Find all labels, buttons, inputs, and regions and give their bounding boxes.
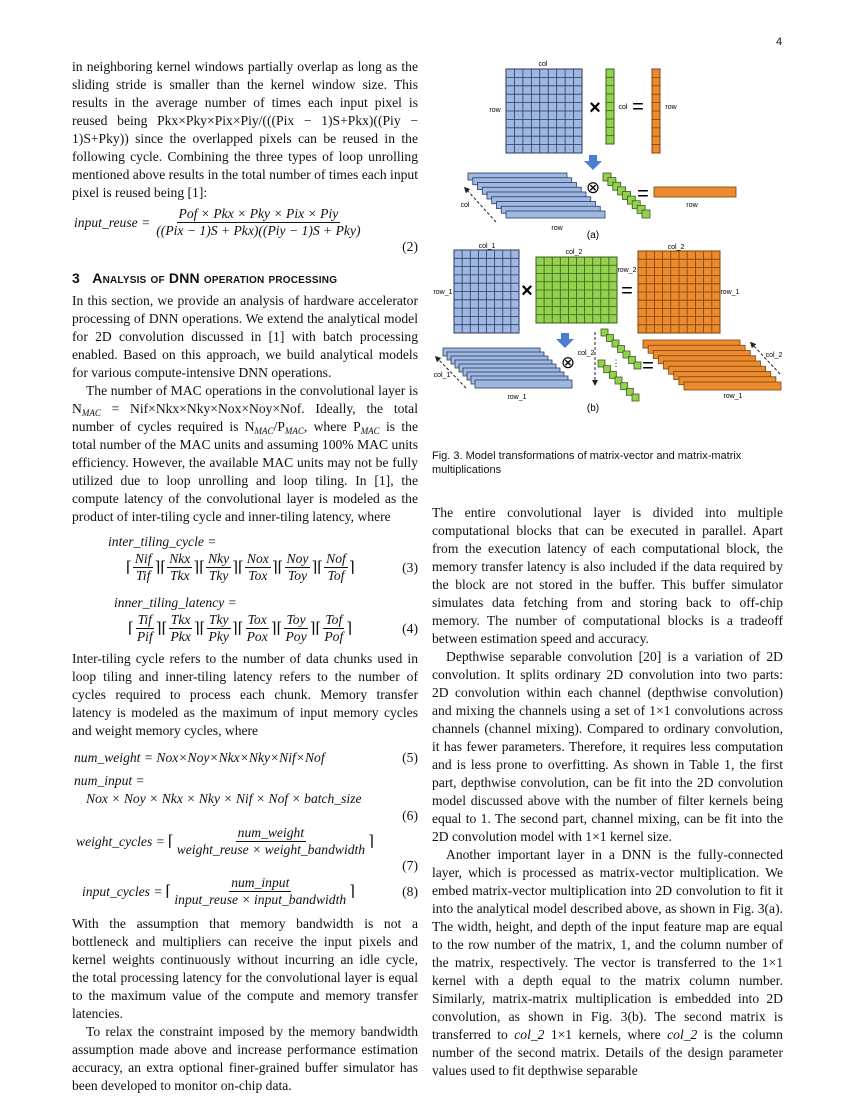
denominator: Tof	[327, 568, 345, 583]
subfigure-b-label: (b)	[586, 403, 600, 414]
eq2-denominator: ((Pix − 1)S + Pkx)((Piy − 1)S + Pky)	[156, 223, 361, 238]
numerator: num_weight	[237, 825, 305, 840]
paragraph-fully-connected	[432, 846, 783, 1080]
otimes-sign: ⊗	[585, 178, 601, 197]
fraction	[245, 612, 270, 645]
equals-sign: =	[642, 355, 654, 377]
text: , where P	[303, 419, 361, 434]
eq8-lhs: input_cycles =	[82, 883, 163, 899]
text: The number of MAC operations in the convolutional layer is N	[72, 383, 418, 416]
down-arrow-icon	[556, 333, 574, 348]
label-col-2: col_2	[667, 244, 685, 251]
label-col-2: col_2	[565, 249, 583, 256]
stacked-output-slice	[684, 382, 781, 390]
eq5-text: num_weight = Nox×Noy×Nkx×Nky×Nif×Nof	[74, 750, 325, 765]
text: Another important layer in a DNN is the fully-connected layer, which is processed as matrix-vector multiplication. We embed matrix-vector multiplication into 2D convolution to fit it into the analytical model described above, as shown in Fig. 3(a). The width, height, and depth of the input feature map are equal to the row number of the matrix, 1, and the column number of the matrix, respectively. The vector is transferred to the 1×1 kernel with a depth equal to the matrix column number. Similarly, matrix-matrix multiplication is embedded into 2D convolution, as shown in Fig. 3(b). The second matrix is transferred to	[432, 847, 783, 1042]
fraction	[245, 551, 271, 584]
label-row: row	[665, 104, 677, 111]
paragraph-inter-tiling: Inter-tiling cycle refers to the number of data chunks used in loop tiling and inner-tiling latency refers to the number of cycles required to process each chunk. Memory transfer latency is modeled as the maximum of input memory cycles and weight memory cycles, where	[72, 651, 418, 738]
label-row: row	[686, 202, 698, 209]
numerator: Toy	[286, 612, 306, 627]
stacked-input-slice	[506, 211, 605, 218]
eq6-rhs: Nox × Noy × Nkx × Nky × Nif × Nof × batch_size	[86, 791, 362, 806]
eq8-number: (8)	[402, 883, 418, 899]
denominator: Pkx	[170, 629, 191, 644]
label-col-2: col_2	[577, 350, 595, 357]
label-col-1: col_1	[478, 243, 496, 250]
text: is the total number of the MAC units and assuming 100% MAC units efficiency. However, the available MAC units may not be fully utilized due to loop unrolling and loop tiling. In [1], the compute latency of the convolutional layer is modeled as the product of inter-tiling cycle and inner-tiling latency, where	[72, 419, 418, 524]
eq2-lhs: input_reuse =	[74, 214, 151, 230]
denominator: Pky	[208, 629, 229, 644]
numerator: num_input	[231, 875, 290, 890]
eq3-rhs: ⌈ $\frac{\text{Nif}}{\text{Tif}}$ ⌉⌈ $\frac{\text{Nkx}}{\text{Tkx}}$ ⌉⌈ $\frac{\text{Nky}}{\text{Tky}}$ ⌉⌈ $\frac{\text{Nox}}{\text{Tox}}$ ⌉⌈ $\frac{\text{Noy}}{\text{Toy}}$ ⌉⌈ $\frac{\text{Nof}}{\text{Tof}}$ ⌉ (3)	[126, 551, 418, 583]
figure-3	[0, 0, 850, 440]
eq3-number: (3)	[402, 559, 418, 575]
eq8-fraction	[172, 875, 348, 908]
eq6-number: (6)	[402, 808, 418, 823]
denominator: input_reuse × input_bandwidth	[174, 892, 347, 907]
text: is the column number of the second matrix. Details of the design parameter values used to fit depthwise separable	[432, 1027, 783, 1078]
output-bar	[654, 187, 736, 197]
down-arrow-icon	[584, 155, 602, 170]
vertical-ellipsis: ⋮	[611, 358, 621, 368]
denominator: Tox	[248, 568, 268, 583]
eq7-fraction	[175, 825, 367, 858]
numerator: Nkx	[169, 551, 191, 566]
math-variable: col_2	[667, 1027, 698, 1042]
eq6-lhs: num_input =	[74, 773, 145, 788]
vector-green	[606, 69, 614, 144]
denominator: Pox	[246, 629, 268, 644]
eq7-lhs: weight_cycles =	[76, 833, 165, 849]
numerator: Nox	[246, 551, 269, 566]
paragraph-computational-blocks: The entire convolutional layer is divided into multiple computational blocks that can be executed in parallel. Apart from the execution latency of each computational block, the memory transfer latency is also included if the data required by the block are not stored in the buffer. This buffer simulator simulates data fetching from and storing back to off-chip memory. The number of computational blocks is a tradeoff between estimation speed and accuracy.	[432, 505, 783, 646]
denominator: Poy	[285, 629, 307, 644]
numerator: Nky	[208, 551, 230, 566]
eq2-number: (2)	[402, 239, 418, 254]
paragraph-section-intro: In this section, we provide an analysis of hardware accelerator processing of DNN operations. We extend the analytical model for 2D convolution discussed in [1] with batch processing enabled. Based on this approach, we build analytical models for various compute-intensive DNN operations.	[72, 293, 418, 380]
label-col-1: col_1	[433, 372, 451, 379]
numerator: Tof	[325, 612, 343, 627]
paragraph-loop-reuse: in neighboring kernel windows partially overlap as long as the sliding stride is smaller than the kernel window size. This results in the average number of times each input pixel is reused being Pkx×Pky×Pix×Piy/(((Pix − 1)S+Pkx)((Piy − 1)S+Pky)) since the overlapped pixels can be reused in the following cycle. Combining the three types of loop unrolling mentioned above results in the total number of times each input pixel is reused being [1]:	[72, 59, 418, 200]
subscript: MAC	[254, 426, 274, 436]
equation-8: input_cycles = ⌈ $\frac{\text{num\_input}}{\text{input\_reuse × input\_bandwidth}}$ ⌉ (8)	[82, 875, 418, 907]
equation-5	[72, 749, 418, 767]
denominator: Pof	[324, 629, 344, 644]
fraction	[324, 551, 348, 584]
label-row-1: row_1	[720, 289, 740, 296]
times-sign: ×	[589, 97, 601, 119]
subfigure-a-label: (a)	[586, 230, 600, 241]
label-col: col	[618, 104, 628, 111]
otimes-sign: ⊗	[560, 353, 576, 372]
eq4-lhs: inner_tiling_latency =	[114, 595, 237, 610]
denominator: Tky	[208, 568, 229, 583]
numerator: Tox	[247, 612, 267, 627]
kernel-cell	[642, 210, 650, 218]
kernel-cell	[634, 362, 641, 369]
label-col-2: col_2	[765, 352, 783, 359]
label-col: col	[538, 61, 548, 68]
fraction	[133, 551, 154, 584]
equation-4	[72, 594, 418, 645]
eq7-number: (7)	[402, 858, 418, 873]
eq4-rhs: ⌈ $\frac{\text{Tif}}{\text{Pif}}$ ⌉⌈ $\frac{\text{Tkx}}{\text{Pkx}}$ ⌉⌈ $\frac{\text{Tky}}{\text{Pky}}$ ⌉⌈ $\frac{\text{Tox}}{\text{Pox}}$ ⌉⌈ $\frac{\text{Toy}}{\text{Poy}}$ ⌉⌈ $\frac{\text{Tof}}{\text{Pof}}$ ⌉ (4)	[128, 612, 418, 644]
eq2-numerator: Pof × Pkx × Pky × Pix × Piy	[178, 206, 339, 221]
fraction	[167, 551, 192, 584]
subscript: MAC	[81, 408, 101, 418]
label-row-1: row_1	[433, 289, 453, 296]
eq5-number: (5)	[402, 750, 418, 765]
numerator: Nof	[326, 551, 346, 566]
fraction	[322, 612, 345, 645]
label-row-1: row_1	[507, 394, 527, 401]
denominator: weight_reuse × weight_bandwidth	[176, 842, 366, 857]
math-variable: col_2	[514, 1027, 545, 1042]
label-col: col	[460, 202, 470, 209]
fraction	[135, 612, 155, 645]
numerator: Nif	[134, 551, 152, 566]
equation-3	[72, 533, 418, 584]
stacked-input-slice	[475, 380, 572, 388]
numerator: Tky	[208, 612, 229, 627]
equation-6	[72, 772, 418, 823]
equals-sign: =	[632, 96, 644, 118]
numerator: Tkx	[170, 612, 191, 627]
text: = Nif×Nkx×Nky×Nox×Noy×Nof. Ideally, the total number of cycles required is N	[72, 401, 418, 434]
subscript: MAC	[284, 426, 304, 436]
subscript: MAC	[360, 426, 380, 436]
equals-sign: =	[621, 280, 633, 302]
fraction	[207, 612, 231, 645]
denominator: Toy	[287, 568, 308, 583]
equation-7: weight_cycles = ⌈ $\frac{\text{num\_weight}}{\text{weight\_reuse × weight\_bandwidth}}$ ⌉ (7)	[72, 825, 418, 873]
figure-caption: Fig. 3. Model transformations of matrix-vector and matrix-matrix multiplications	[432, 450, 742, 476]
equals-sign: =	[637, 183, 649, 205]
eq3-lhs: inter_tiling_cycle =	[108, 534, 217, 549]
label-row: row	[489, 107, 501, 114]
denominator: Tkx	[169, 568, 190, 583]
fraction	[206, 551, 231, 584]
section-number: 3	[72, 270, 80, 286]
denominator: Tif	[135, 568, 151, 583]
eq4-number: (4)	[402, 620, 418, 636]
text: /P	[273, 419, 285, 434]
kernel-cell	[632, 394, 639, 401]
numerator: Tif	[137, 612, 152, 627]
paragraph-bandwidth-assumption: With the assumption that memory bandwidth is not a bottleneck and multipliers can receive the input pixels and kernel weights continuously without incurring an idle cycle, the total processing latency for the convolutional layer is equal to the maximum value of the compute and memory transfer latencies.	[72, 916, 418, 1021]
fraction	[168, 612, 192, 645]
label-row: row	[551, 225, 563, 232]
fraction	[283, 612, 308, 645]
page-number: 4	[776, 36, 783, 48]
numerator: Noy	[286, 551, 309, 566]
paragraph-depthwise-convolution: Depthwise separable convolution [20] is a variation of 2D convolution. It splits ordinary 2D convolution into two parts: 2D convolution within each channel (depthwise convolution) and mixing the channels using a set of 1×1 convolutions across channels (channel mixing). Compared to ordinary convolution, it has fewer parameters. Therefore, it requires less computation and is less prone to overfitting. As shown in Table 1, the first part, depthwise convolution, can be fit into the 2D convolution model discussed above with the number of filter kernels being equal to 1. The second part, channel mixing, can be fit into the 2D convolution model with 1×1 kernel size.	[432, 649, 783, 844]
label-row-2: row_2	[617, 267, 637, 274]
right-column	[432, 449, 783, 1080]
section-title: Analysis of DNN operation processing	[92, 270, 338, 286]
label-row-1: row_1	[723, 393, 743, 400]
denominator: Pif	[136, 629, 153, 644]
paragraph-buffer-simulator: To relax the constraint imposed by the memory bandwidth assumption made above and increase performance estimation accuracy, an extra optional finer-grained buffer simulator has been developed to monitor on-chip data.	[72, 1024, 418, 1093]
times-sign: ×	[521, 280, 533, 302]
text: 1×1 kernels, where	[544, 1027, 668, 1042]
fraction	[285, 551, 311, 584]
